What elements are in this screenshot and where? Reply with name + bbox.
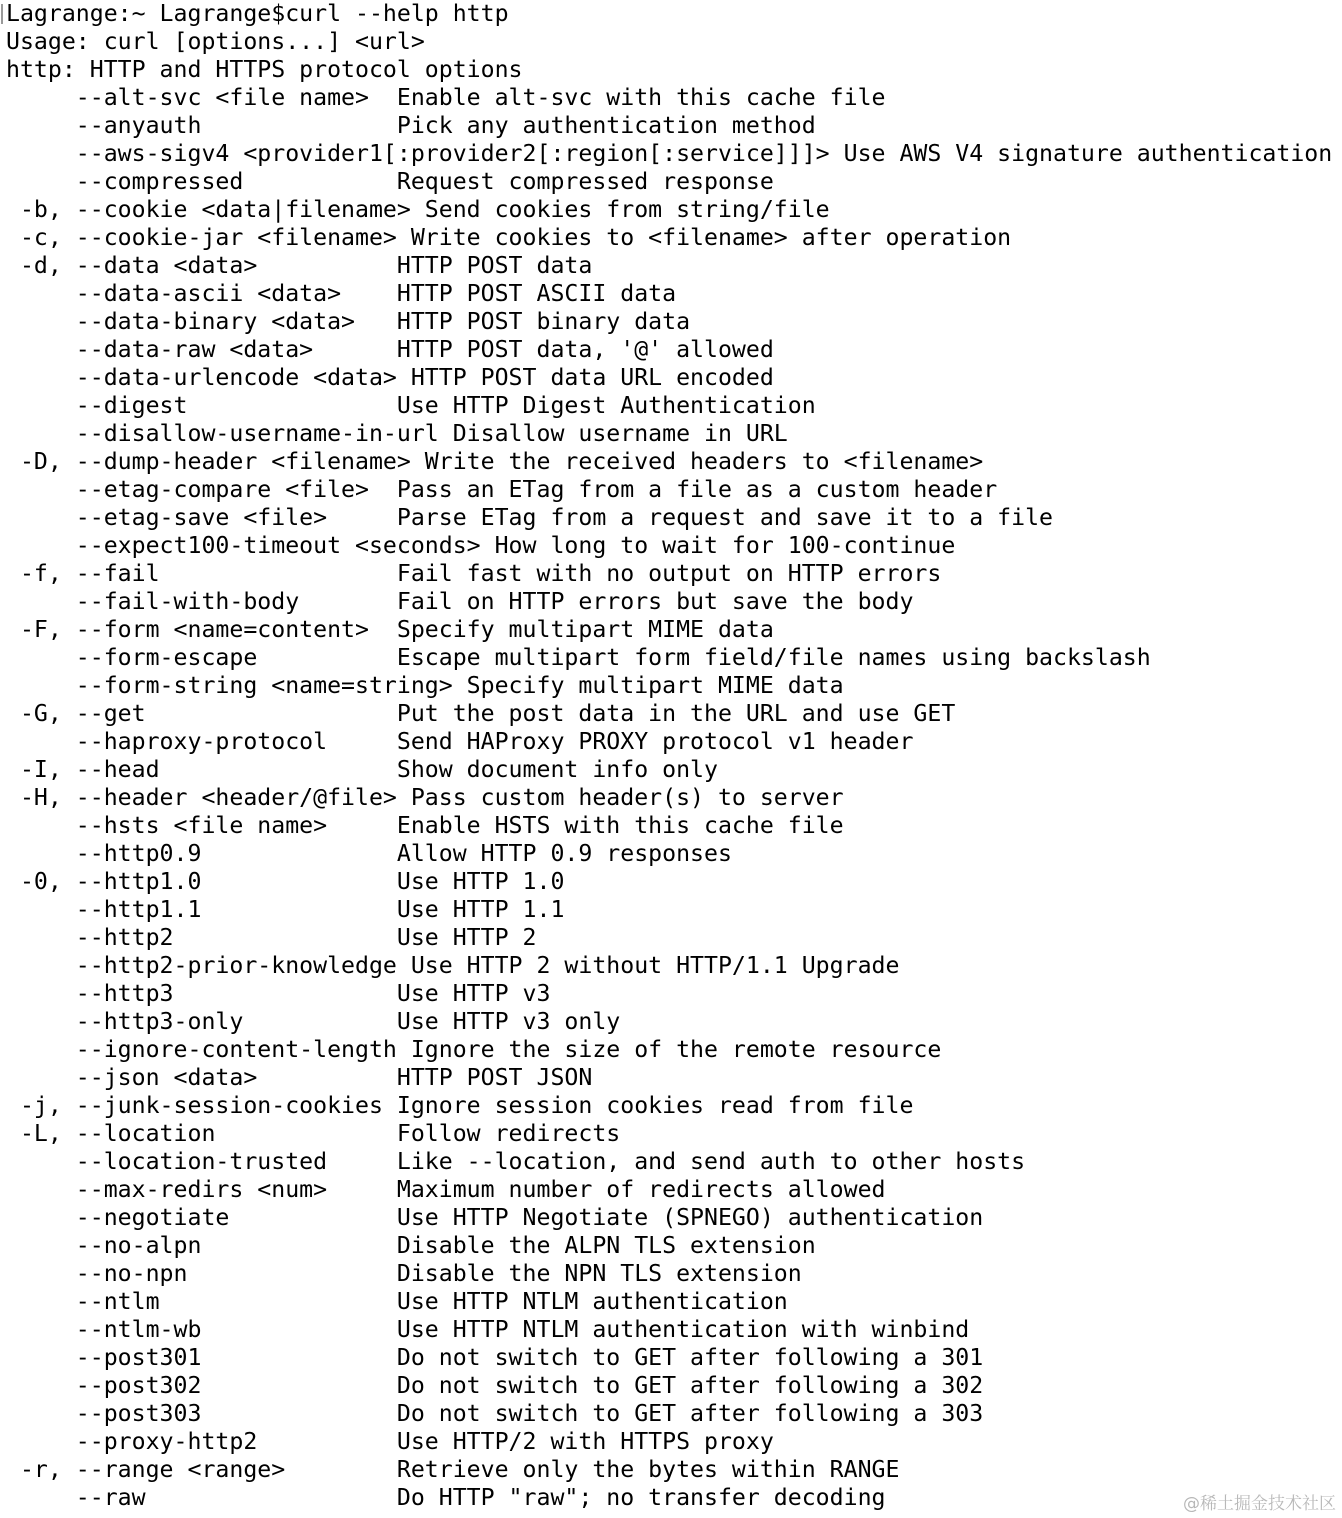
output-line: --digest Use HTTP Digest Authentication (6, 392, 816, 419)
watermark: @稀土掘金技术社区 (1183, 1494, 1336, 1514)
output-line: --http3-only Use HTTP v3 only (6, 1008, 621, 1035)
output-line: --no-npn Disable the NPN TLS extension (6, 1260, 802, 1287)
cursor-marker (1, 4, 3, 24)
output-line: -I, --head Show document info only (6, 756, 718, 783)
output-line: -j, --junk-session-cookies Ignore session cookies read from file (6, 1092, 914, 1119)
output-line: --post301 Do not switch to GET after following a 301 (6, 1344, 984, 1371)
output-line: --aws-sigv4 <provider1[:provider2[:region[:service]]]> Use AWS V4 signature authentication (6, 140, 1333, 167)
output-line: --post302 Do not switch to GET after following a 302 (6, 1372, 984, 1399)
command-text: curl --help http (285, 0, 509, 27)
output-line: --haproxy-protocol Send HAProxy PROXY protocol v1 header (6, 728, 914, 755)
output-line: --compressed Request compressed response (6, 168, 774, 195)
output-line: --no-alpn Disable the ALPN TLS extension (6, 1232, 816, 1259)
output-line: --etag-compare <file> Pass an ETag from a file as a custom header (6, 476, 998, 503)
output-line: --post303 Do not switch to GET after following a 303 (6, 1400, 984, 1427)
output-line: --hsts <file name> Enable HSTS with this cache file (6, 812, 844, 839)
output-line: --json <data> HTTP POST JSON (6, 1064, 593, 1091)
output-line: --data-binary <data> HTTP POST binary data (6, 308, 691, 335)
output-line: -L, --location Follow redirects (6, 1120, 621, 1147)
output-line: --http3 Use HTTP v3 (6, 980, 551, 1007)
output-line: -G, --get Put the post data in the URL and use GET (6, 700, 956, 727)
output-line: --form-string <name=string> Specify multipart MIME data (6, 672, 844, 699)
output-line: --data-raw <data> HTTP POST data, '@' allowed (6, 336, 774, 363)
output-line: --data-ascii <data> HTTP POST ASCII data (6, 280, 677, 307)
output-line: --data-urlencode <data> HTTP POST data URL encoded (6, 364, 774, 391)
output-line: -c, --cookie-jar <filename> Write cookies to <filename> after operation (6, 224, 1012, 251)
output-line: -H, --header <header/@file> Pass custom header(s) to server (6, 784, 844, 811)
output-line: http: HTTP and HTTPS protocol options (6, 56, 523, 83)
output-line: --etag-save <file> Parse ETag from a request and save it to a file (6, 504, 1054, 531)
output-line: --negotiate Use HTTP Negotiate (SPNEGO) authentication (6, 1204, 984, 1231)
output-line: --http1.1 Use HTTP 1.1 (6, 896, 565, 923)
shell-prompt: Lagrange:~ Lagrange$ (6, 0, 286, 27)
output-line: --disallow-username-in-url Disallow username in URL (6, 420, 788, 447)
output-line: --http0.9 Allow HTTP 0.9 responses (6, 840, 732, 867)
output-line: --proxy-http2 Use HTTP/2 with HTTPS proxy (6, 1428, 774, 1455)
output-line: --fail-with-body Fail on HTTP errors but save the body (6, 588, 914, 615)
output-line: --max-redirs <num> Maximum number of redirects allowed (6, 1176, 886, 1203)
output-line: --anyauth Pick any authentication method (6, 112, 816, 139)
output-line: Usage: curl [options...] <url> (6, 28, 425, 55)
output-line: -D, --dump-header <filename> Write the received headers to <filename> (6, 448, 984, 475)
output-line: --raw Do HTTP "raw"; no transfer decoding (6, 1484, 886, 1511)
output-line: --alt-svc <file name> Enable alt-svc with this cache file (6, 84, 886, 111)
output-line: -r, --range <range> Retrieve only the bytes within RANGE (6, 1456, 900, 1483)
output-line: --http2 Use HTTP 2 (6, 924, 537, 951)
output-line: --http2-prior-knowledge Use HTTP 2 without HTTP/1.1 Upgrade (6, 952, 900, 979)
output-line: --ntlm-wb Use HTTP NTLM authentication with winbind (6, 1316, 970, 1343)
terminal-output (6, 0, 1332, 1512)
output-line: --location-trusted Like --location, and send auth to other hosts (6, 1148, 1026, 1175)
output-line: -0, --http1.0 Use HTTP 1.0 (6, 868, 565, 895)
output-line: -f, --fail Fail fast with no output on HTTP errors (6, 560, 942, 587)
output-line: --form-escape Escape multipart form field/file names using backslash (6, 644, 1151, 671)
output-line: --expect100-timeout <seconds> How long to wait for 100-continue (6, 532, 956, 559)
command-line (6, 0, 1332, 28)
output-line: --ignore-content-length Ignore the size of the remote resource (6, 1036, 942, 1063)
output-line: -b, --cookie <data|filename> Send cookies from string/file (6, 196, 830, 223)
output-line: --ntlm Use HTTP NTLM authentication (6, 1288, 788, 1315)
output-line: -d, --data <data> HTTP POST data (6, 252, 593, 279)
output-line: -F, --form <name=content> Specify multipart MIME data (6, 616, 774, 643)
